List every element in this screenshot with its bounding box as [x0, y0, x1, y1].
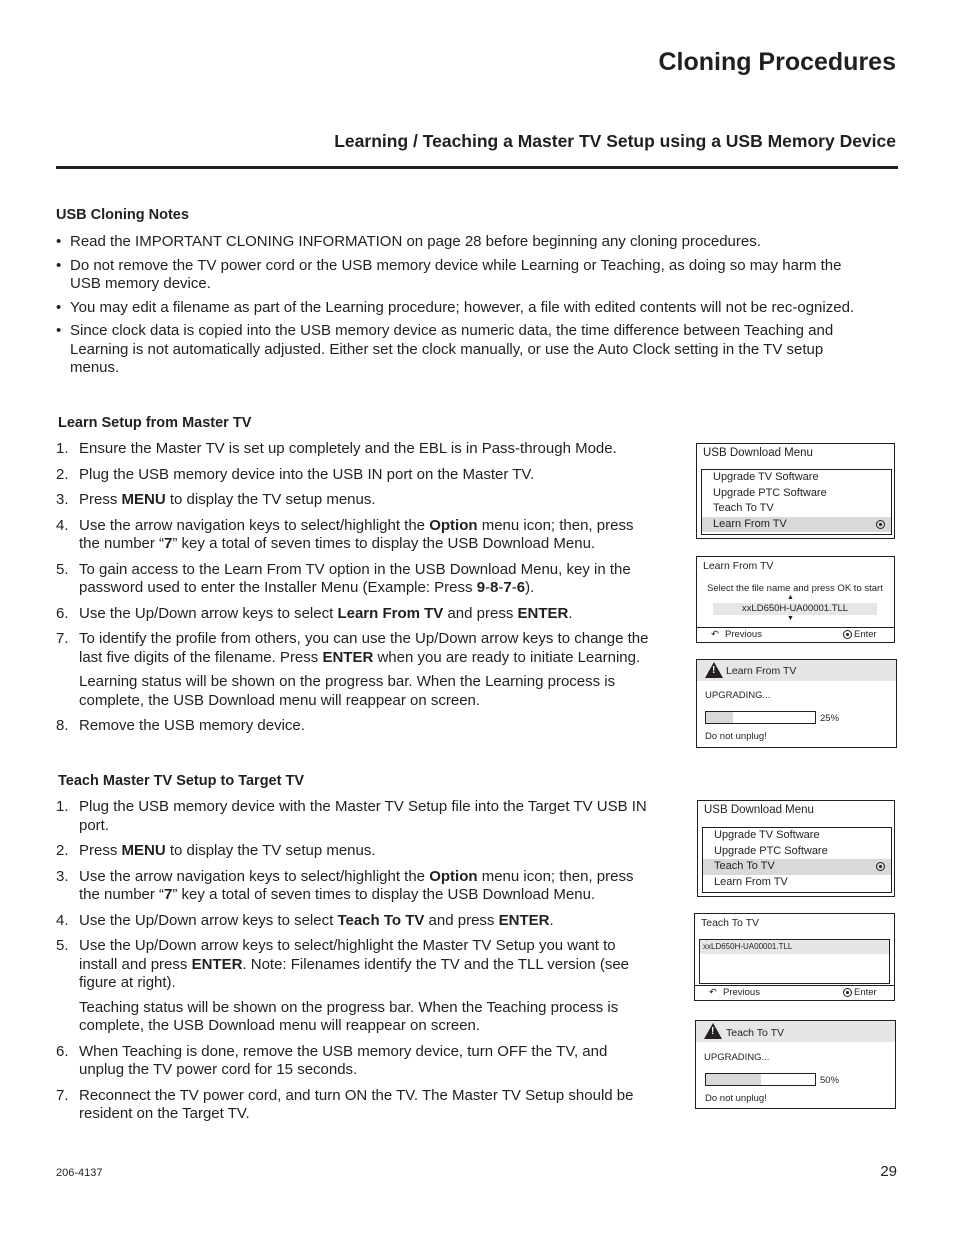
list-item: 7. To identify the profile from others, you can use the Up/Down arrow keys to change the last five digits of the filename. Press ENTER when you are ready to initiate Learning. Learning status will be shown on the progress bar. When the Learning process is complete, the USB Download menu will reappear on screen. [56, 630, 649, 709]
notes-list [56, 233, 856, 383]
arrow-down-icon: ▼ [787, 615, 794, 622]
menu-list [702, 827, 892, 893]
menu-list [701, 469, 892, 535]
menu-item[interactable]: Upgrade PTC Software [713, 486, 827, 499]
usb-download-menu-screen [696, 443, 895, 539]
list-item: • Since clock data is copied into the USB memory device as numeric data, the time difference between Teaching and Learning is not automatically adjusted. Either set the clock manually, or use the Auto Clock setting in the TV setup menus. [56, 322, 856, 378]
list-item: • Do not remove the TV power cord or the USB memory device while Learning or Teaching, as doing so may harm the USB memory device. [56, 257, 856, 294]
screen-title: Learn From TV [726, 665, 797, 677]
list-item: 5. Use the Up/Down arrow keys to select/highlight the Master TV Setup you want to install and press ENTER. Note: Filenames identify the TV and the TLL version (see figure at right). Teaching status will be shown on the progress bar. When the Teaching process is complete, the USB Download menu will reappear on screen. [56, 937, 630, 1034]
progress-fill [706, 1074, 761, 1085]
teach-to-tv-screen [694, 913, 895, 1001]
learn-steps [56, 440, 656, 743]
previous-label[interactable]: Previous [723, 987, 760, 998]
menu-item[interactable]: Learn From TV [714, 875, 788, 888]
screen-footer [695, 985, 894, 1000]
warning-text: Do not unplug! [705, 1093, 767, 1104]
enter-label[interactable]: Enter [854, 987, 877, 998]
list-item: 2. Plug the USB memory device into the USB IN port on the Master TV. [56, 465, 535, 483]
file-list [699, 939, 890, 984]
progress-bar [705, 1073, 816, 1086]
progress-percent: 25% [820, 713, 840, 724]
learn-heading: Learn Setup from Master TV [58, 415, 252, 431]
list-item: 6. Use the Up/Down arrow keys to select Learn From TV and press ENTER. [56, 604, 573, 622]
screen-title: Learn From TV [703, 560, 774, 572]
learn-progress-screen [696, 659, 897, 748]
list-item: 1. Ensure the Master TV is set up completely and the EBL is in Pass-through Mode. [56, 440, 617, 457]
list-item: 7. Reconnect the TV power cord, and turn ON the TV. The Master TV Setup should be resident on the Target TV. [56, 1086, 634, 1122]
enter-icon [843, 988, 852, 997]
screen-title: USB Download Menu [703, 447, 813, 459]
list-item: • You may edit a filename as part of the Learning procedure; however, a file with edited contents will not be rec-ognized. [56, 299, 856, 318]
list-item: 2. Press MENU to display the TV setup menus. [56, 842, 376, 859]
screen-header [697, 660, 896, 681]
list-item: 3. Press MENU to display the TV setup menus. [56, 491, 376, 508]
progress-bar [705, 711, 816, 724]
teach-steps [56, 798, 656, 1131]
learn-from-tv-screen [696, 556, 895, 643]
previous-icon: ↶ [711, 629, 719, 640]
selected-radio-icon [876, 862, 885, 871]
notes-heading: USB Cloning Notes [56, 207, 189, 223]
menu-item[interactable]: Upgrade PTC Software [714, 844, 828, 857]
page-number: 29 [880, 1163, 897, 1180]
list-item: 4. Use the arrow navigation keys to select/highlight the Option menu icon; then, press the number “7” key a total of seven times to display the USB Download Menu. [56, 516, 634, 552]
menu-item-selected[interactable]: Teach To TV [703, 859, 891, 875]
screen-footer [697, 627, 894, 642]
list-item: 3. Use the arrow navigation keys to select/highlight the Option menu icon; then, press the number “7” key a total of seven times to display the USB Download Menu. [56, 867, 634, 903]
file-list-item-selected[interactable]: xxLD650H-UA00001.TLL [700, 940, 889, 954]
section-title: Learning / Teaching a Master TV Setup using a USB Memory Device [334, 131, 896, 151]
selected-radio-icon [876, 520, 885, 529]
section-divider [56, 166, 898, 169]
page-title: Cloning Procedures [658, 48, 896, 76]
screen-title: Teach To TV [726, 1027, 784, 1039]
progress-fill [706, 712, 733, 723]
warning-icon: ! [704, 1023, 722, 1039]
arrow-up-icon: ▲ [787, 594, 794, 601]
teach-heading: Teach Master TV Setup to Target TV [58, 773, 305, 789]
enter-label[interactable]: Enter [854, 629, 877, 640]
status-text: UPGRADING... [705, 690, 771, 701]
doc-number: 206-4137 [56, 1167, 103, 1179]
usb-download-menu-screen [697, 800, 895, 897]
menu-item[interactable]: Upgrade TV Software [714, 829, 820, 841]
list-item: 4. Use the Up/Down arrow keys to select Teach To TV and press ENTER. [56, 911, 554, 929]
menu-item-selected[interactable]: Learn From TV [702, 517, 891, 533]
screen-title: USB Download Menu [704, 804, 814, 816]
prompt-text: Select the file name and press OK to start [707, 583, 883, 594]
list-item: 6. When Teaching is done, remove the USB memory device, turn OFF the TV, and unplug the TV power cord for 15 seconds. [56, 1042, 608, 1078]
filename-selector[interactable]: xxLD650H-UA00001.TLL [713, 603, 877, 615]
enter-icon [843, 630, 852, 639]
list-item: 1. Plug the USB memory device with the Master TV Setup file into the Target TV USB IN port. [56, 798, 647, 834]
warning-text: Do not unplug! [705, 731, 767, 742]
status-text: UPGRADING... [704, 1052, 770, 1063]
teach-progress-screen [695, 1020, 896, 1109]
menu-item[interactable]: Upgrade TV Software [713, 471, 819, 483]
list-item: 5. To gain access to the Learn From TV option in the USB Download Menu, key in the password used to enter the Installer Menu (Example: Press 9-8-7-6). [56, 560, 631, 596]
progress-percent: 50% [820, 1075, 840, 1086]
list-item: • Read the IMPORTANT CLONING INFORMATION on page 28 before beginning any cloning procedures. [56, 233, 856, 252]
menu-item[interactable]: Teach To TV [713, 502, 774, 514]
list-item: 8. Remove the USB memory device. [56, 717, 305, 734]
screen-header [696, 1021, 895, 1042]
warning-icon: ! [705, 662, 723, 678]
screen-title: Teach To TV [701, 917, 759, 929]
previous-icon: ↶ [709, 987, 717, 998]
previous-label[interactable]: Previous [725, 629, 762, 640]
